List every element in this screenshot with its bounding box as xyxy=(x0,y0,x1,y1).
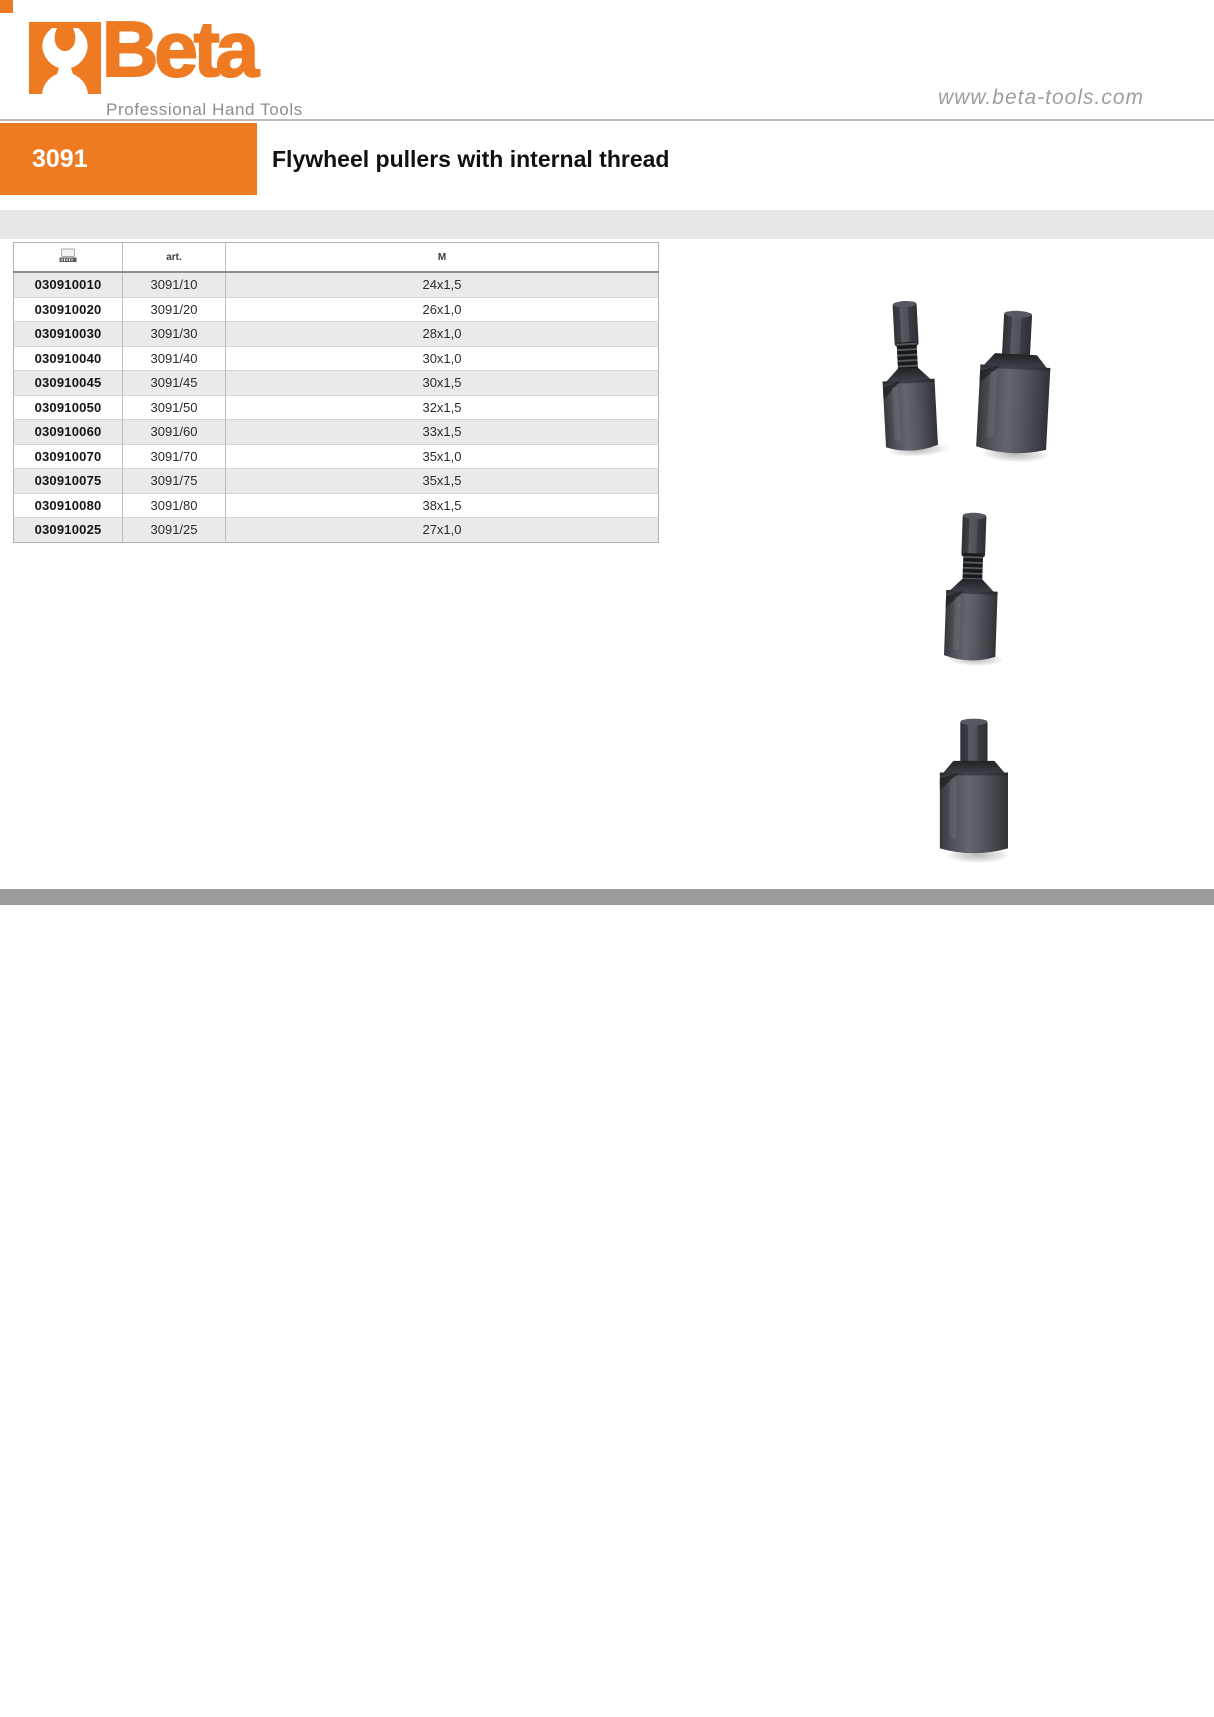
cell-thread-size: 30x1,0 xyxy=(226,346,659,371)
table-row xyxy=(14,395,659,420)
brand-wordmark: Beta xyxy=(102,5,256,93)
table-header-row xyxy=(14,243,659,273)
cell-thread-size: 35x1,5 xyxy=(226,469,659,494)
cell-ean-code: 030910050 xyxy=(14,395,123,420)
column-header-art: art. xyxy=(123,243,226,273)
corner-accent xyxy=(0,0,13,13)
column-header-ean xyxy=(14,243,123,273)
wrench-icon xyxy=(29,22,101,94)
cell-article: 3091/40 xyxy=(123,346,226,371)
cell-thread-size: 30x1,5 xyxy=(226,371,659,396)
cell-ean-code: 030910080 xyxy=(14,493,123,518)
cell-article: 3091/30 xyxy=(123,322,226,347)
cell-thread-size: 28x1,0 xyxy=(226,322,659,347)
cell-article: 3091/75 xyxy=(123,469,226,494)
table-row xyxy=(14,518,659,543)
header-divider xyxy=(0,119,1214,121)
cell-ean-code: 030910060 xyxy=(14,420,123,445)
table-row xyxy=(14,272,659,297)
product-code-banner xyxy=(0,123,257,195)
column-header-m: M xyxy=(226,243,659,273)
table-row xyxy=(14,493,659,518)
cell-thread-size: 38x1,5 xyxy=(226,493,659,518)
cell-article: 3091/80 xyxy=(123,493,226,518)
cell-article: 3091/70 xyxy=(123,444,226,469)
table-row xyxy=(14,322,659,347)
cell-article: 3091/20 xyxy=(123,297,226,322)
cell-ean-code: 030910025 xyxy=(14,518,123,543)
cell-thread-size: 26x1,0 xyxy=(226,297,659,322)
cell-thread-size: 24x1,5 xyxy=(226,272,659,297)
table-row xyxy=(14,420,659,445)
cell-ean-code: 030910010 xyxy=(14,272,123,297)
table-body xyxy=(14,272,659,542)
flywheel-puller-hex-photo xyxy=(923,718,1019,864)
flywheel-puller-pair-photo xyxy=(878,296,1056,468)
flywheel-puller-threaded-photo xyxy=(933,510,1015,668)
cell-article: 3091/10 xyxy=(123,272,226,297)
beta-logo xyxy=(29,22,101,94)
table-row xyxy=(14,469,659,494)
cell-ean-code: 030910040 xyxy=(14,346,123,371)
cell-ean-code: 030910045 xyxy=(14,371,123,396)
product-code: 3091 xyxy=(32,145,88,173)
cell-ean-code: 030910030 xyxy=(14,322,123,347)
cell-ean-code: 030910070 xyxy=(14,444,123,469)
barcode-icon xyxy=(58,248,78,266)
footer-divider-bar xyxy=(0,889,1214,905)
table-row xyxy=(14,371,659,396)
cell-thread-size: 27x1,0 xyxy=(226,518,659,543)
cell-ean-code: 030910075 xyxy=(14,469,123,494)
page-title: Flywheel pullers with internal thread xyxy=(272,146,670,172)
cell-thread-size: 35x1,0 xyxy=(226,444,659,469)
subheader-band xyxy=(0,210,1214,239)
cell-article: 3091/50 xyxy=(123,395,226,420)
cell-thread-size: 32x1,5 xyxy=(226,395,659,420)
website-url: www.beta-tools.com xyxy=(938,86,1144,109)
cell-article: 3091/60 xyxy=(123,420,226,445)
cell-ean-code: 030910020 xyxy=(14,297,123,322)
brand-tagline: Professional Hand Tools xyxy=(106,100,303,119)
cell-thread-size: 33x1,5 xyxy=(226,420,659,445)
cell-article: 3091/25 xyxy=(123,518,226,543)
cell-article: 3091/45 xyxy=(123,371,226,396)
spec-table xyxy=(13,242,659,543)
table-row xyxy=(14,346,659,371)
table-row xyxy=(14,297,659,322)
table-row xyxy=(14,444,659,469)
